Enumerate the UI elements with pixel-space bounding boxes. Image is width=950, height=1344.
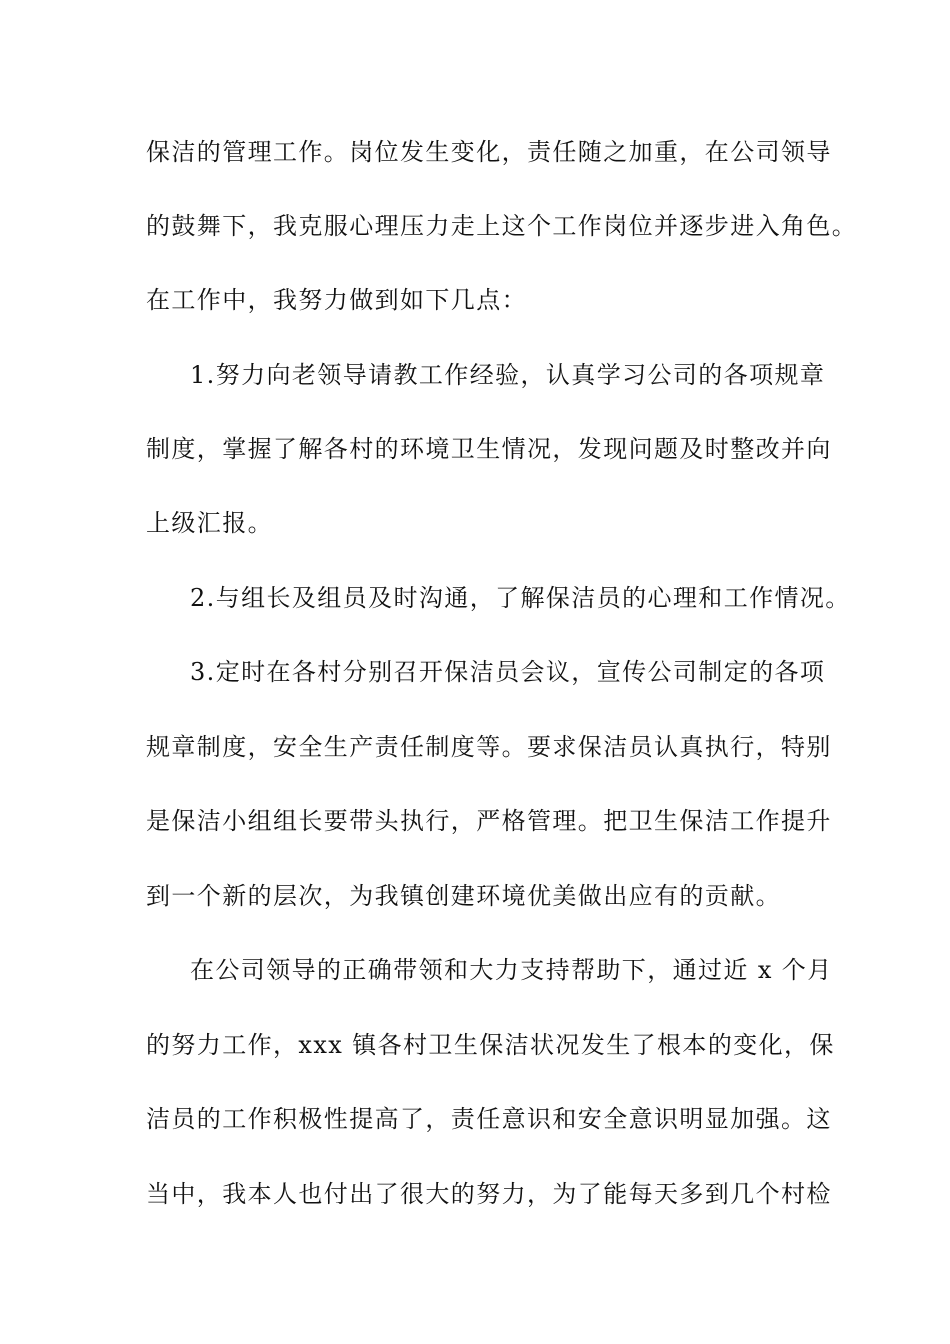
- list-item-1-line: 1.努力向老领导请教工作经验，认真学习公司的各项规章: [190, 361, 826, 389]
- text-line: 在工作中，我努力做到如下几点：: [146, 286, 527, 314]
- text-line: 到一个新的层次，为我镇创建环境优美做出应有的贡献。: [146, 882, 781, 910]
- list-item-2-line: 2.与组长及组员及时沟通，了解保洁员的心理和工作情况。: [190, 584, 851, 612]
- text-line: 当中，我本人也付出了很大的努力，为了能每天多到几个村检: [146, 1180, 832, 1208]
- text-line: 上级汇报。: [146, 509, 273, 537]
- text-line: 保洁的管理工作。岗位发生变化，责任随之加重，在公司领导: [146, 138, 832, 166]
- paragraph-start-line: 在公司领导的正确带领和大力支持帮助下，通过近 x 个月: [190, 956, 833, 984]
- list-item-3-line: 3.定时在各村分别召开保洁员会议，宣传公司制定的各项: [190, 658, 826, 686]
- text-line: 的鼓舞下，我克服心理压力走上这个工作岗位并逐步进入角色。: [146, 212, 858, 240]
- text-line: 制度，掌握了解各村的环境卫生情况，发现问题及时整改并向: [146, 435, 832, 463]
- text-line: 洁员的工作积极性提高了，责任意识和安全意识明显加强。这: [146, 1105, 832, 1133]
- text-line: 是保洁小组组长要带头执行，严格管理。把卫生保洁工作提升: [146, 807, 832, 835]
- text-line: 的努力工作，xxx 镇各村卫生保洁状况发生了根本的变化，保: [146, 1031, 835, 1059]
- text-line: 规章制度，安全生产责任制度等。要求保洁员认真执行，特别: [146, 733, 832, 761]
